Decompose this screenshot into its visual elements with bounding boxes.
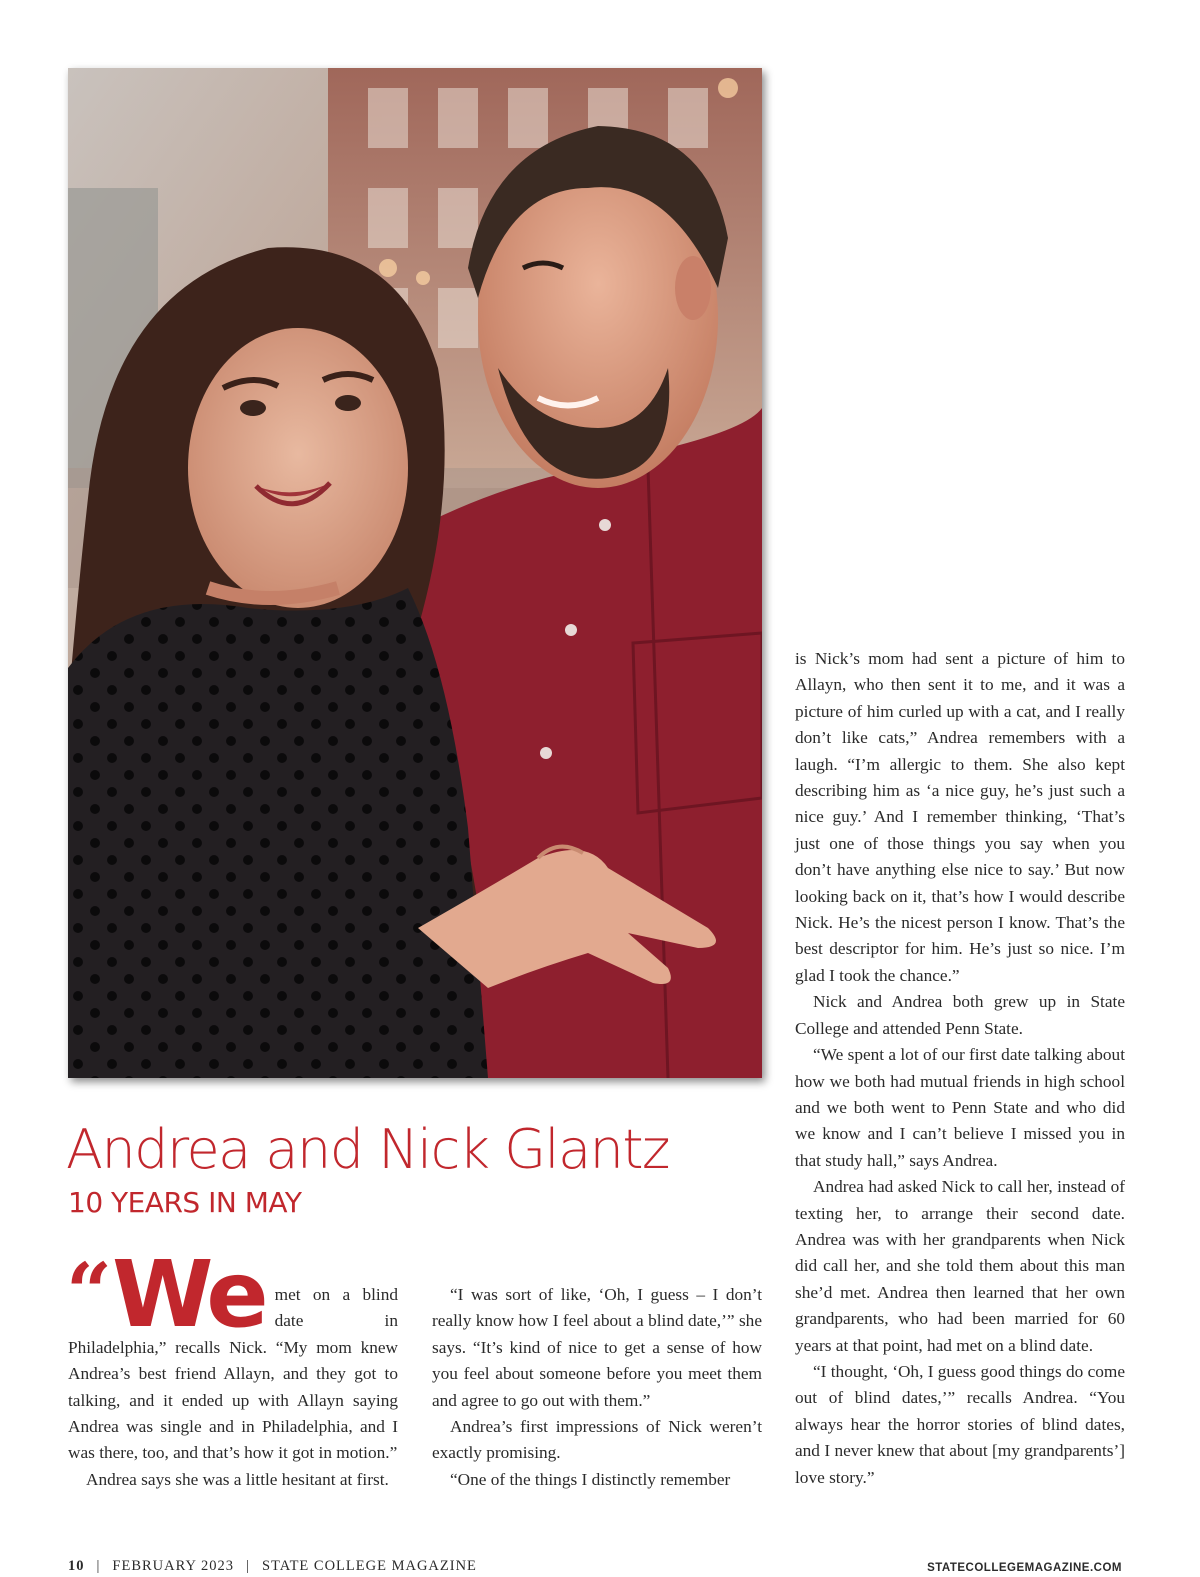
paragraph: “One of the things I distinctly remember [450,1469,731,1489]
drop-cap-word: We [112,1241,265,1348]
paragraph: Andrea says she was a little hesitant at first. [86,1469,389,1489]
footer-folio [68,1558,477,1575]
article-column-1 [66,1241,398,1493]
page-number: 10 [68,1558,85,1574]
subtitle: 10 YEARS IN MAY [68,1186,302,1219]
separator: | [246,1558,250,1574]
separator: | [96,1558,101,1574]
article-column-3 [795,646,1125,1491]
publication-name: STATE COLLEGE MAGAZINE [261,1558,477,1574]
drop-cap-quote: “ [66,1245,109,1339]
paragraph: “We spent a lot of our first date talking about how we both had mutual friends in high school and we both went to Penn State and who did we know and I can’t believe I missed you in that study hall,” says Andrea. [795,1045,1125,1170]
paragraph: “I was sort of like, ‘Oh, I guess – I don’t really know how I feel about a blind date,’” she says. “It’s kind of nice to get a sense of how you feel about someone before you meet them and agree to go out with them.” [432,1285,762,1410]
page-title: Andrea and Nick Glantz [66,1118,669,1181]
article-column-2 [432,1282,762,1493]
website-link[interactable]: STATECOLLEGEMAGAZINE.COM [927,1562,1122,1574]
paragraph: is Nick’s mom had sent a picture of him to Allayn, who then sent it to me, and it was a picture of him curled up with a cat, and I really don’t like cats,” Andrea remembers with a laugh. “I’m allergic to them. She also kept describing him as ‘a nice guy, he’s just such a nice guy.’ And I remember thinking, ‘That’s just one of those things you say when you don’t have anything else nice to say.’ But now looking back on it, that’s how I would describe Nick. He’s the nicest person I know. That’s the best descriptor for him. He’s just so nice. I’m glad I took the chance.” [795,649,1125,985]
paragraph-text: met on a blind date in Philadelphia,” recalls Nick. “My mom knew Andrea’s best friend Allayn, and they got to talking, and it ended up with Allayn saying Andrea was single and in Philadelphia, and I was there, too, and that’s how it got in motion.” [68,1285,398,1463]
paragraph: Andrea’s first impressions of Nick weren’t exactly promising. [432,1417,762,1463]
couple-photo-icon [68,68,762,1078]
paragraph: Andrea had asked Nick to call her, instead of texting her, to arrange their second date. Andrea was with her grandparents when Nick did call her, and she told them about this man she’d met. Andrea then learned that her own grandparents, who had been married for 60 years at that point, had met on a blind date. [795,1177,1125,1355]
couple-photo [68,68,762,1078]
drop-cap [66,1241,265,1348]
paragraph [66,1241,398,1467]
issue-date: FEBRUARY 2023 [112,1558,235,1574]
paragraph: Nick and Andrea both grew up in State College and attended Penn State. [795,992,1125,1038]
paragraph: “I thought, ‘Oh, I guess good things do come out of blind dates,’” recalls Andrea. “You always hear the horror stories of blind dates, and I never knew that about [my grandparents’] love story.” [795,1361,1125,1487]
